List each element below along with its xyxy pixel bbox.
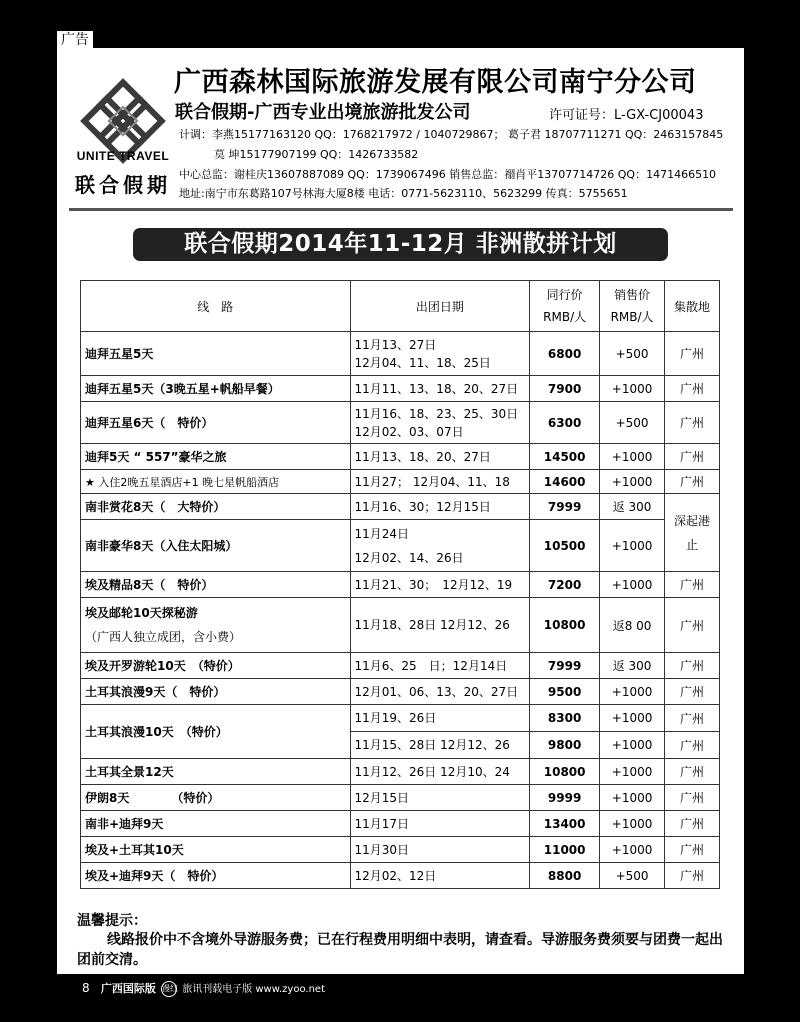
header-route: 线 路: [81, 281, 351, 332]
license-number: 许可证号：L-GX-CJ00043: [549, 108, 704, 123]
table-row: 埃及+迪拜9天（ 特价） 12月02、12日 8800 +500 广州: [81, 863, 720, 889]
footer-text: 旅讯刊载电子版 www.zyoo.net: [182, 984, 325, 995]
tips-title: 温馨提示：: [77, 913, 147, 929]
contact-line: 计调：李燕15177163120 QQ：1768217972 / 1040729867； 葛子君 18707711271 QQ：2463157845: [179, 128, 724, 141]
table-row: 迪拜5天 “ 557”豪华之旅 11月13、18、20、27日 14500 +1000 广州: [81, 444, 720, 470]
page-number: 8: [82, 981, 90, 995]
gather-shenzhen-hk: 深起港止: [665, 494, 720, 572]
table-row: 土耳其浪漫9天（ 特价） 12月01、06、13、20、27日 9500 +1000 广州: [81, 679, 720, 705]
table-row: 南非赏花8天（ 大特价） 11月16、30；12月15日 7999 返 300 深起港止: [81, 494, 720, 520]
logo-chinese: 联合假期: [75, 173, 171, 197]
table-row: 迪拜五星5天（3晚五星+帆船早餐） 11月11、13、18、20、27日 7900 +1000 广州: [81, 376, 720, 402]
company-name: 广西森林国际旅游发展有限公司南宁分公司: [174, 67, 697, 98]
footer-seal-icon: 漫红: [161, 981, 177, 997]
table-row: 南非+迪拜9天 11月17日 13400 +1000 广州: [81, 811, 720, 837]
table-row: 埃及开罗游轮10天 （特价） 11月6、25 日；12月14日 7999 返 300 广州: [81, 653, 720, 679]
logo-english: UNITE TRAVEL: [76, 149, 170, 163]
table-row: 南非豪华8天（入住太阳城） 11月24日 12月02、14、26日 10500 +1000: [81, 520, 720, 572]
footer-brand: 广西国际版: [100, 982, 156, 995]
header-sale-price: 销售价 RMB/人: [600, 281, 665, 332]
header-peer-price: 同行价 RMB/人: [530, 281, 600, 332]
table-row: 迪拜五星5天 11月13、27日 12月04、11、18、25日 6800 +500 广州: [81, 332, 720, 376]
contact-line: 中心总监：谢桂庆13607887089 QQ：1739067496 销售总监：禤肖平13707714726 QQ：1471466510: [179, 168, 717, 181]
table-row: ★ 入住2晚五星酒店+1 晚七星帆船酒店 11月27； 12月04、11、18 14600 +1000 广州: [81, 470, 720, 494]
ad-tag: 广告: [57, 31, 93, 49]
header-divider: [69, 208, 733, 211]
table-row: 11月15、28日 12月12、26 9800 +1000 广州: [81, 732, 720, 759]
table-row: 迪拜五星6天（ 特价） 11月16、18、23、25、30日 12月02、03、07日 6300 +500 广州: [81, 402, 720, 444]
page-footer: [82, 980, 325, 997]
table-row: 土耳其全景12天 11月12、26日 12月10、24 10800 +1000 广州: [81, 759, 720, 785]
table-row: 埃及精品8天（ 特价） 11月21、30； 12月12、19 7200 +1000 广州: [81, 572, 720, 598]
table-header-row: [81, 281, 720, 332]
table-row: 埃及+土耳其10天 11月30日 11000 +1000 广州: [81, 837, 720, 863]
company-slogan: 联合假期-广西专业出境旅游批发公司: [175, 102, 471, 123]
contact-line: 地址:南宁市东葛路107号林海大厦8楼 电话：0771-5623110、5623299 传真：5755651: [179, 187, 628, 200]
table-row: 伊朗8天 （特价） 12月15日 9999 +1000 广州: [81, 785, 720, 811]
ad-page: [57, 48, 744, 974]
table-row: 土耳其浪漫10天 （特价） 11月19、26日 8300 +1000 广州: [81, 705, 720, 732]
tips-body: 线路报价中不含境外导游服务费；已在行程费用明细中表明，请查看。导游服务费须要与团费一起出团前交清。: [77, 932, 723, 968]
table-row: 埃及邮轮10天探秘游 （广西人独立成团，含小费） 11月18、28日 12月12、26 10800 返8 00 广州: [81, 598, 720, 653]
header-date: 出团日期: [350, 281, 530, 332]
header-gather: 集散地: [665, 281, 720, 332]
plan-title: 联合假期2014年11-12月 非洲散拼计划: [133, 228, 668, 261]
tour-plan-table: [80, 280, 720, 889]
contact-line: 莫 坤15177907199 QQ：1426733582: [214, 148, 419, 161]
